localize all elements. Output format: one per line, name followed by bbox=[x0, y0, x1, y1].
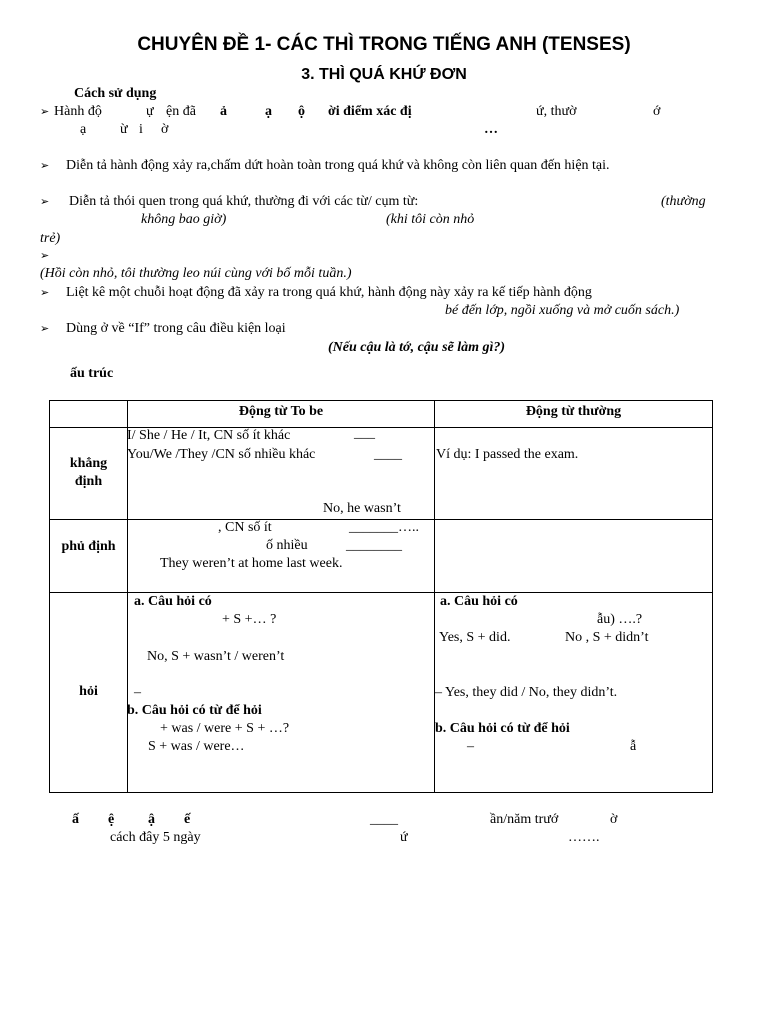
q-reg-a2b: No , S + didn’t bbox=[565, 630, 649, 645]
usage-item1-c: ện đã bbox=[166, 104, 196, 119]
affirm-regular-cell bbox=[435, 428, 713, 520]
q-tobe-cell bbox=[128, 593, 435, 793]
usage-heading: Cách sử dụng bbox=[74, 86, 157, 101]
footer-1d: ế bbox=[184, 812, 191, 827]
structure-heading: ấu trúc bbox=[70, 366, 114, 381]
q-reg-b: b. Câu hỏi có từ để hỏi bbox=[435, 721, 570, 736]
usage-item5-example: (Nếu cậu là tớ, cậu sẽ làm gì?) bbox=[328, 340, 506, 355]
footer-1f: ờ bbox=[610, 812, 618, 827]
q-reg-a1: ẫu) ….? bbox=[597, 612, 643, 627]
neg-tobe-3: They weren’t at home last week. bbox=[160, 556, 343, 571]
usage-item1-g: ời điểm xác đị bbox=[328, 104, 412, 119]
usage-item3-line2b: (khi tôi còn nhỏ bbox=[386, 212, 475, 227]
q-tobe-a: a. Câu hỏi có bbox=[134, 594, 212, 609]
usage-item1-line2-b: ừ bbox=[120, 122, 128, 137]
usage-item2: Diễn tả hành động xảy ra,chấm dứt hoàn toàn trong quá khứ và không còn liên quan đến hiện tại. bbox=[66, 158, 610, 173]
q-tobe-b: b. Câu hỏi có từ để hỏi bbox=[127, 703, 262, 718]
usage-item3-line1: Diễn tả thói quen trong quá khứ, thường đi với các từ/ cụm từ: bbox=[69, 194, 419, 209]
footer-1a: ấ bbox=[72, 812, 79, 827]
usage-item1-d: ả bbox=[220, 104, 227, 119]
page-title: CHUYÊN ĐỀ 1- CÁC THÌ TRONG TIẾNG ANH (TENSES) bbox=[137, 34, 631, 55]
usage-item4-line1: Liệt kê một chuỗi hoạt động đã xảy ra trong quá khứ, hành động này xảy ra kế tiếp hành động bbox=[66, 285, 592, 300]
footer-1e: ần/năm trướ bbox=[490, 812, 559, 827]
bullet-arrow-icon: ➢ bbox=[40, 105, 50, 118]
affirm-tobe-2: You/We /They /CN số nhiều khác bbox=[127, 447, 316, 462]
footer-1-blank: ____ bbox=[370, 812, 398, 827]
header-tobe: Động từ To be bbox=[128, 401, 435, 428]
usage-item1-i: ớ bbox=[653, 104, 661, 119]
footer-2a: cách đây 5 ngày bbox=[110, 830, 201, 845]
q-tobe-b1: + was / were + S + …? bbox=[160, 721, 290, 736]
affirm-tobe-1-blank: ___ bbox=[354, 426, 375, 441]
q-tobe-a1: + S +… ? bbox=[222, 612, 277, 627]
usage-item1-line2-e: … bbox=[484, 122, 498, 137]
q-tobe-a2: No, S + wasn’t / weren’t bbox=[147, 649, 285, 664]
footer-1b: ệ bbox=[108, 812, 115, 827]
usage-item1-line2-a: ạ bbox=[80, 122, 87, 137]
usage-item4-line2: bé đến lớp, ngồi xuống và mở cuốn sách.) bbox=[445, 303, 680, 318]
footer-1c: ậ bbox=[148, 812, 155, 827]
q-reg-b1: – bbox=[467, 739, 474, 754]
affirm-tobe-2-blank: ____ bbox=[374, 447, 402, 462]
footer-2c: ……. bbox=[568, 830, 600, 845]
bullet-arrow-icon: ➢ bbox=[40, 249, 50, 262]
q-tobe-b2: S + was / were… bbox=[148, 739, 245, 754]
usage-item1-a: Hành độ bbox=[54, 104, 102, 119]
bullet-arrow-icon: ➢ bbox=[40, 159, 50, 172]
header-regular: Động từ thường bbox=[435, 401, 713, 428]
q-tobe-dash: – bbox=[134, 685, 141, 700]
neg-tobe-1: , CN số ít bbox=[218, 520, 272, 535]
q-reg-b2: ẫ bbox=[630, 739, 637, 754]
neg-regular-cell bbox=[435, 520, 713, 593]
bullet-arrow-icon: ➢ bbox=[40, 322, 50, 335]
q-reg-a: a. Câu hỏi có bbox=[440, 594, 518, 609]
usage-item3-line3: trẻ) bbox=[40, 231, 61, 246]
q-regular-cell bbox=[435, 593, 713, 793]
row-label-negative: phủ định bbox=[50, 520, 128, 593]
affirm-tobe-1: I/ She / He / It, CN số ít khác bbox=[127, 428, 291, 443]
neg-tobe-2-blank: ________ bbox=[346, 538, 402, 553]
q-reg-a2a: Yes, S + did. bbox=[439, 630, 511, 645]
footer-2b: ứ bbox=[400, 830, 408, 845]
usage-item3-line2a: không bao giờ) bbox=[141, 212, 227, 227]
q-reg-a3: – Yes, they did / No, they didn’t. bbox=[435, 685, 618, 700]
usage-item1-f: ộ bbox=[298, 104, 305, 119]
page-subtitle: 3. THÌ QUÁ KHỨ ĐƠN bbox=[301, 66, 467, 83]
usage-item3-example: (Hồi còn nhỏ, tôi thường leo núi cùng với bố mỗi tuần.) bbox=[40, 266, 352, 281]
row-label-question: hỏi bbox=[50, 593, 128, 793]
usage-item1-e: ạ bbox=[265, 104, 272, 119]
table-corner bbox=[50, 401, 128, 428]
affirm-regular-example: Ví dụ: I passed the exam. bbox=[436, 447, 579, 462]
usage-item1-line2-d: ờ bbox=[161, 122, 169, 137]
usage-item1-b: ự bbox=[146, 104, 154, 119]
usage-item1-h: ứ, thườ bbox=[536, 104, 577, 119]
neg-tobe-cell bbox=[128, 520, 435, 593]
neg-tobe-1-blank: _______….. bbox=[349, 520, 419, 535]
tense-table bbox=[49, 400, 713, 793]
row-label-affirmative: khẳng định bbox=[50, 428, 128, 520]
affirm-tobe-cell bbox=[128, 428, 435, 520]
usage-item3-right: (thường bbox=[661, 194, 706, 209]
affirm-tobe-3: No, he wasn’t bbox=[323, 501, 401, 516]
usage-item5-line1: Dùng ở về “If” trong câu điều kiện loại bbox=[66, 321, 286, 336]
usage-item1-line2-c: i bbox=[139, 122, 143, 137]
neg-tobe-2: ố nhiều bbox=[266, 538, 308, 553]
bullet-arrow-icon: ➢ bbox=[40, 195, 50, 208]
bullet-arrow-icon: ➢ bbox=[40, 286, 50, 299]
